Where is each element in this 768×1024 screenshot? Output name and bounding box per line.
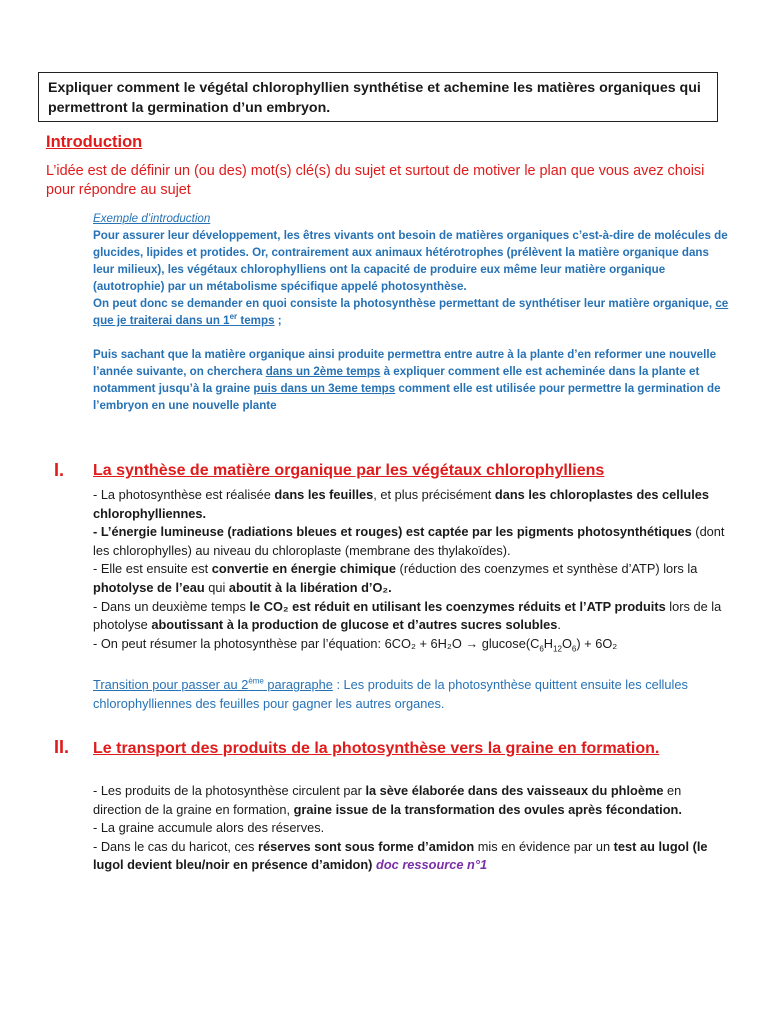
example-paragraph-3: Puis sachant que la matière organique ainsi produite permettra entre autre à la plante d’en reformer une nouvelle l’année suivante, on cherchera dans un 2ème temps à expliquer comment elle est acheminée dans la plante et notamment jusqu’à la graine puis dans un 3eme temps comment elle est utilisée pour permettre la germination de l’embryon en une nouvelle plante	[93, 348, 721, 412]
introduction-instruction: L’idée est de définir un (ou des) mot(s) clé(s) du sujet et surtout de motiver le plan que vous avez choisi pour répondre au sujet	[46, 163, 705, 198]
section-2-line-1: - Les produits de la photosynthèse circulent par la sève élaborée dans des vaisseaux du phloème en direction de la graine en formation, graine issue de la transformation des ovules après fécondation.	[93, 783, 682, 817]
section-1-number: I.	[54, 460, 65, 480]
second-part-link: dans un 2ème temps	[265, 365, 381, 378]
section-2-number: II.	[54, 737, 70, 757]
example-introduction	[93, 210, 733, 414]
transition-link: Transition pour passer au 2ème paragraphe	[93, 676, 333, 692]
section-1-title: La synthèse de matière organique par les végétaux chlorophylliens	[93, 462, 605, 479]
section-2-line-3: - Dans le cas du haricot, ces réserves sont sous forme d’amidon mis en évidence par un test au lugol (le lugol devient bleu/noir en présence d’amidon) doc ressource n°1	[93, 838, 708, 873]
first-part-link: ce que je traiterai dans un 1er temps	[93, 297, 729, 327]
subject-box	[38, 72, 718, 122]
arrow-icon: →	[465, 635, 479, 651]
subject-text: Expliquer comment le végétal chlorophyllien synthétise et achemine les matières organiques qui permettront la germination d’un embryon.	[48, 80, 701, 116]
third-part-link: puis dans un 3eme temps	[253, 382, 396, 395]
section-2-body	[93, 782, 733, 875]
section-2-line-2: - La graine accumule alors des réserves.	[93, 820, 325, 836]
example-title: Exemple d’introduction	[93, 212, 211, 225]
doc-ressource-ref: doc ressource n°1	[372, 857, 488, 873]
section-1-line-4: - Dans un deuxième temps le CO₂ est réduit en utilisant les coenzymes réduits et l’ATP produits lors de la photolyse aboutissant à la production de glucose et d’autres sucres solubles.	[93, 598, 722, 633]
section-1-line-1: - La photosynthèse est réalisée dans les feuilles, et plus précisément dans les chloroplastes des cellules chlorophylliennes.	[93, 487, 710, 521]
introduction-heading: Introduction	[46, 133, 143, 151]
section-2-title: Le transport des produits de la photosynthèse vers la graine en formation.	[93, 740, 660, 757]
example-paragraph-1: Pour assurer leur développement, les êtres vivants ont besoin de matières organiques c’est-à-dire de molécules de glucides, lipides et protides. Or, contrairement aux animaux hétérotrophes (prélèvent la matière organique dans leur milieux), les végétaux chlorophylliens ont la capacité de produire eux même leur matière organique (autotrophie) par un métabolisme spécifique appelé photosynthèse.	[93, 229, 728, 293]
section-1-line-3: - Elle est ensuite est convertie en énergie chimique (réduction des coenzymes et synthèse d’ATP) lors la photolyse de l’eau qui aboutit à la libération d’O₂.	[93, 561, 698, 595]
section-1-equation: - On peut résumer la photosynthèse par l’équation: $6CO_2 + 6H_2O \to glucose(C_6H_{12}O_6) + 6O_2$	[93, 635, 618, 654]
transition-paragraph: Transition pour passer au 2ème paragraphe : Les produits de la photosynthèse quittent ensuite les cellules chlorophylliennes des feuilles pour gagner les autres organes.	[93, 676, 688, 711]
example-paragraph-2: On peut donc se demander en quoi consiste la photosynthèse permettant de synthétiser leur matière organique, ce que je traiterai dans un 1er temps ;	[93, 297, 729, 327]
section-1-line-2: - L’énergie lumineuse (radiations bleues et rouges) est captée par les pigments photosynthétiques (dont les chlorophylles) au niveau du chloroplaste (membrane des thylakoïdes).	[93, 524, 725, 558]
section-1-body	[93, 486, 733, 653]
